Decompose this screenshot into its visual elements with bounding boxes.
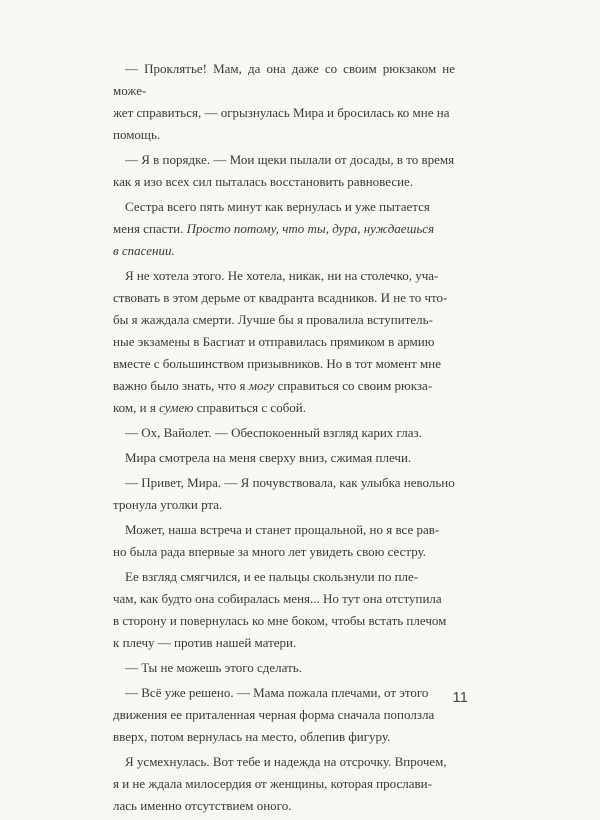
- italic-word: сумею: [159, 400, 194, 415]
- paragraph-with-italic: [113, 196, 455, 262]
- paragraph: Может, наша встреча и станет прощальной, но я все рав‑ но была рада впервые за много лет увидеть свою сестру.: [113, 522, 440, 559]
- paragraph: — Привет, Мира. — Я почувствовала, как улыбка невольно тронула уголки рта.: [113, 475, 455, 512]
- text-segment: справиться с собой.: [193, 400, 307, 415]
- text-segment: Сестра всего пять минут как вернулась и уже пытается меня спасти.: [113, 199, 430, 236]
- page-text: [113, 58, 455, 820]
- paragraph: Я усмехнулась. Вот тебе и надежда на отсрочку. Впрочем, я и не ждала милосердия от женщины, которая прослави‑ лась именно отсутствием оного.: [113, 754, 447, 813]
- page-number: 11: [452, 689, 468, 706]
- italic-word: могу: [248, 378, 275, 393]
- paragraph: Мира смотрела на меня сверху вниз, сжимая плечи.: [125, 450, 412, 465]
- paragraph: — Я в порядке. — Мои щеки пылали от досады, в то время как я изо всех сил пыталась восстановить равновесие.: [113, 152, 455, 189]
- text-segment: Я не хотела этого. Не хотела, никак, ни на столечко, уча‑ ствовать в этом дерьме от квадранта всадников. И не то что‑ бы я жаждала смерти. Лучше бы я провалила вступитель‑ ные экзамены в Басгиат и отправилась прямиком в армию вместе с большинством призывников. Но в тот момент мне важно было знать, что я: [113, 268, 448, 393]
- italic-thought: Просто потому, что ты, дура, нуждаешься в спасении.: [113, 221, 435, 258]
- text-segment: справиться со своим рюкза‑ ком, и я: [113, 378, 433, 415]
- paragraph: — Проклятье! Мам, да она даже со своим рюкзаком не може‑ жет справиться, — огрызнулась Мира и бросилась ко мне на помощь.: [113, 61, 455, 142]
- paragraph: — Всё уже решено. — Мама пожала плечами, от этого движения ее приталенная черная форма сначала поползла вверх, потом вернулась на место, облепив фигуру.: [113, 685, 435, 744]
- paragraph: Ее взгляд смягчился, и ее пальцы скользнули по пле‑ чам, как будто она собиралась меня... Но тут она отступила в сторону и повернулась ко мне боком, чтобы встать плечом к плечу — против нашей матери.: [113, 569, 447, 650]
- paragraph: — Ох, Вайолет. — Обеспокоенный взгляд карих глаз.: [125, 425, 422, 440]
- paragraph-with-italic: [113, 265, 455, 419]
- paragraph: — Ты не можешь этого сделать.: [125, 660, 302, 675]
